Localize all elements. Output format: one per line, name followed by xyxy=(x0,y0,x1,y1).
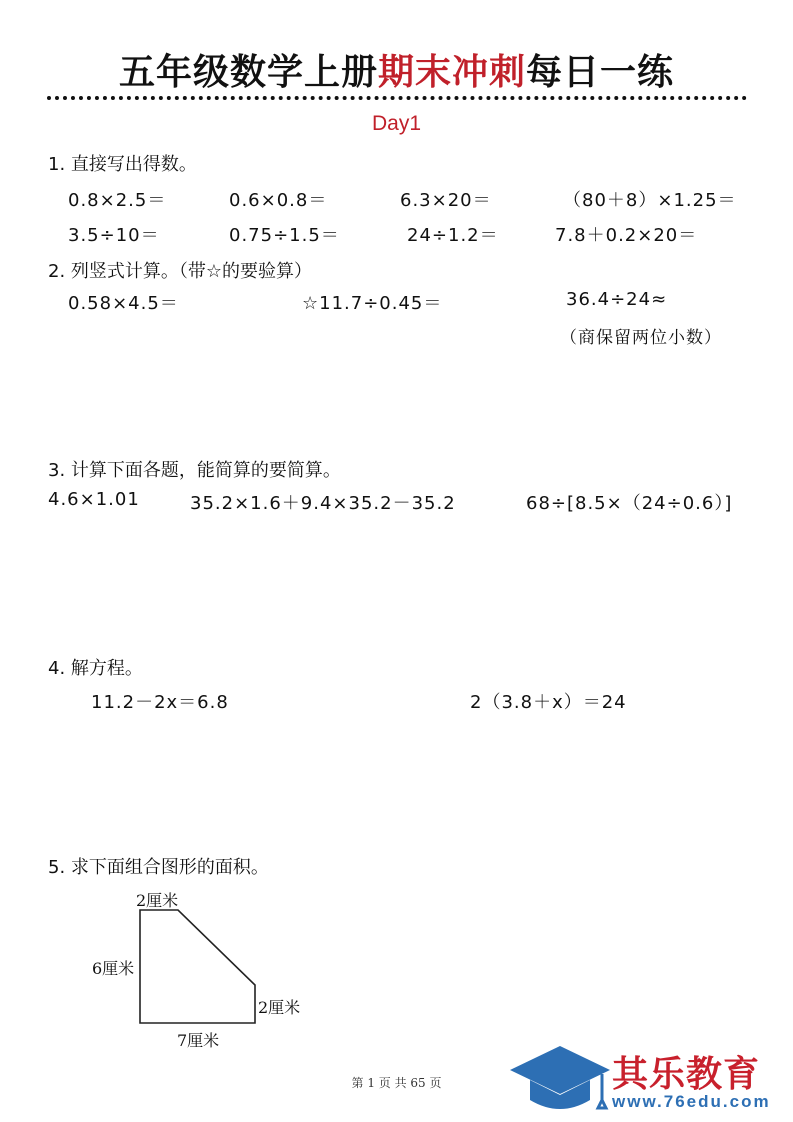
q2-item: 36.4÷24≈ xyxy=(566,289,668,310)
q1-item: 0.75÷1.5＝ xyxy=(229,225,340,246)
q1-item: 0.6×0.8＝ xyxy=(229,190,328,211)
label-top-width: 2厘米 xyxy=(136,891,179,910)
label-left-height: 6厘米 xyxy=(92,959,135,978)
q3-heading: 3. 计算下面各题，能简算的要简算。 xyxy=(48,460,341,481)
q4-item: 2（3.8＋x）＝24 xyxy=(470,692,627,713)
title-part3: 每日一练 xyxy=(526,52,675,93)
q2-heading: 2. 列竖式计算。（带☆的要验算） xyxy=(48,261,313,282)
q4-item: 11.2－2x＝6.8 xyxy=(91,692,229,713)
graduation-cap-icon xyxy=(508,1042,612,1120)
q1-item: 3.5÷10＝ xyxy=(68,225,160,246)
q2-item: ☆11.7÷0.45＝ xyxy=(302,293,443,314)
q1-item: （80＋8）×1.25＝ xyxy=(563,190,737,211)
q5-heading: 5. 求下面组合图形的面积。 xyxy=(48,857,269,878)
page-footer: 第 1 页 共 65 页 xyxy=(351,1076,442,1090)
q1-item: 7.8＋0.2×20＝ xyxy=(555,225,698,246)
day-label: Day1 xyxy=(371,112,422,135)
q1-item: 0.8×2.5＝ xyxy=(68,190,167,211)
q1-heading: 1. 直接写出得数。 xyxy=(48,154,197,175)
q2-item: 0.58×4.5＝ xyxy=(68,293,179,314)
brand-name: 其乐教育 xyxy=(612,1054,761,1095)
title-part2-highlight: 期末冲刺 xyxy=(377,52,526,93)
q1-item: 6.3×20＝ xyxy=(400,190,492,211)
q1-item: 24÷1.2＝ xyxy=(407,225,499,246)
q3-item: 35.2×1.6＋9.4×35.2－35.2 xyxy=(190,493,456,514)
label-right-height: 2厘米 xyxy=(258,998,301,1017)
q3-item: 4.6×1.01 xyxy=(48,489,140,510)
brand-url: www.76edu.com xyxy=(612,1092,771,1111)
page-title xyxy=(0,44,793,95)
figure-outline xyxy=(140,910,255,1023)
q4-heading: 4. 解方程。 xyxy=(48,658,143,679)
label-bottom-width: 7厘米 xyxy=(177,1031,220,1050)
title-part1: 五年级数学上册 xyxy=(118,52,378,93)
q2-note: （商保留两位小数） xyxy=(560,328,722,348)
dotted-divider xyxy=(47,96,747,100)
q3-item: 68÷[8.5×（24÷0.6）] xyxy=(526,493,733,514)
